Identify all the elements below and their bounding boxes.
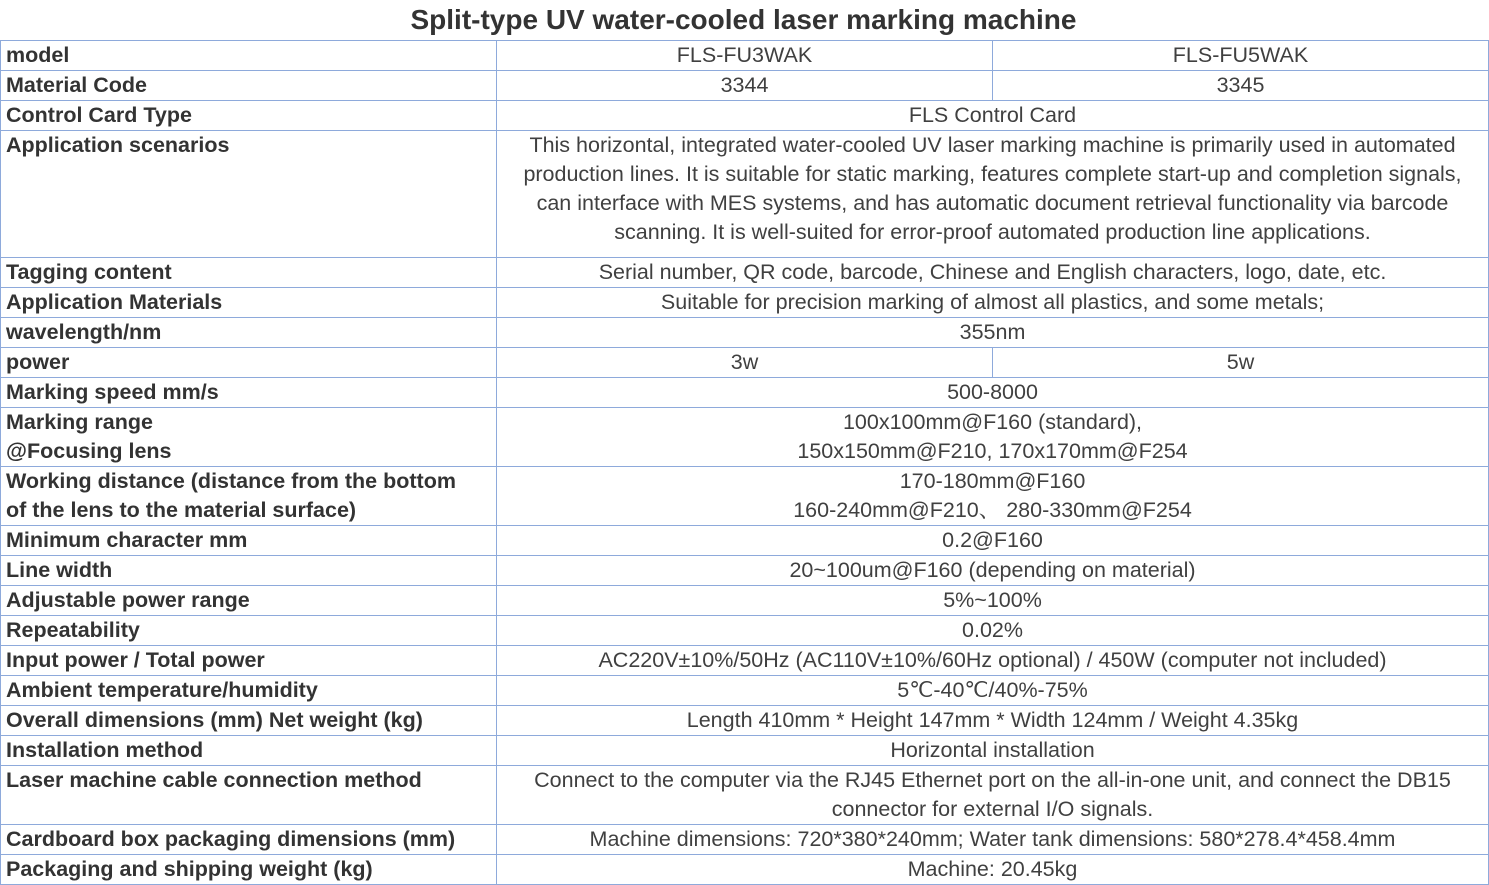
label-box-dimensions: Cardboard box packaging dimensions (mm) <box>1 825 497 855</box>
row-adjustable-power <box>1 586 1489 616</box>
application-scenarios-line: This horizontal, integrated water-cooled UV laser marking machine is primarily used in automated <box>529 133 1456 157</box>
marking-range-label-line: Marking range <box>6 410 153 434</box>
row-shipping-weight <box>1 855 1489 885</box>
value-application-materials: Suitable for precision marking of almost all plastics, and some metals; <box>497 288 1489 318</box>
label-working-distance <box>1 467 497 526</box>
row-model <box>1 41 1489 71</box>
cable-connection-line: Connect to the computer via the RJ45 Ethernet port on the all-in-one unit, and connect the DB15 <box>534 768 1451 792</box>
value-shipping-weight: Machine: 20.45kg <box>497 855 1489 885</box>
row-line-width <box>1 556 1489 586</box>
value-adjustable-power: 5%~100% <box>497 586 1489 616</box>
label-line-width: Line width <box>1 556 497 586</box>
label-marking-speed: Marking speed mm/s <box>1 378 497 408</box>
label-power: power <box>1 348 497 378</box>
row-marking-range <box>1 408 1489 467</box>
value-cable-connection <box>497 766 1489 825</box>
row-marking-speed <box>1 378 1489 408</box>
row-tagging-content <box>1 258 1489 288</box>
label-material-code: Material Code <box>1 71 497 101</box>
working-distance-line: 160-240mm@F210、 280-330mm@F254 <box>793 498 1192 522</box>
value-minimum-character: 0.2@F160 <box>497 526 1489 556</box>
marking-range-label-line: @Focusing lens <box>6 439 172 463</box>
value-marking-speed: 500-8000 <box>497 378 1489 408</box>
value-model-3w: FLS-FU3WAK <box>497 41 993 71</box>
working-distance-label-line: Working distance (distance from the bottom <box>6 469 456 493</box>
label-repeatability: Repeatability <box>1 616 497 646</box>
row-installation <box>1 736 1489 766</box>
value-tagging-content: Serial number, QR code, barcode, Chinese and English characters, logo, date, etc. <box>497 258 1489 288</box>
label-control-card: Control Card Type <box>1 101 497 131</box>
cable-connection-line: connector for external I/O signals. <box>831 797 1154 821</box>
label-ambient: Ambient temperature/humidity <box>1 676 497 706</box>
label-model: model <box>1 41 497 71</box>
application-scenarios-line: can interface with MES systems, and has automatic document retrieval functionality via barcode <box>536 191 1449 215</box>
spec-table <box>0 40 1489 885</box>
application-scenarios-line: production lines. It is suitable for static marking, features complete start-up and completion signals, <box>523 162 1462 186</box>
row-application-scenarios <box>1 131 1489 258</box>
row-input-power <box>1 646 1489 676</box>
value-installation: Horizontal installation <box>497 736 1489 766</box>
marking-range-line: 100x100mm@F160 (standard), <box>842 410 1143 434</box>
sheet-title: Split-type UV water-cooled laser marking machine <box>410 4 1077 35</box>
value-material-code-3w: 3344 <box>497 71 993 101</box>
label-marking-range <box>1 408 497 467</box>
row-overall-dimensions <box>1 706 1489 736</box>
value-marking-range <box>497 408 1489 467</box>
label-cable-connection: Laser machine cable connection method <box>1 766 497 825</box>
value-ambient: 5℃-40℃/40%-75% <box>497 676 1489 706</box>
value-working-distance <box>497 467 1489 526</box>
value-wavelength: 355nm <box>497 318 1489 348</box>
row-box-dimensions <box>1 825 1489 855</box>
marking-range-line: 150x150mm@F210, 170x170mm@F254 <box>797 439 1188 463</box>
label-overall-dimensions: Overall dimensions (mm) Net weight (kg) <box>1 706 497 736</box>
label-application-scenarios: Application scenarios <box>1 131 497 258</box>
label-minimum-character: Minimum character mm <box>1 526 497 556</box>
label-wavelength: wavelength/nm <box>1 318 497 348</box>
row-application-materials <box>1 288 1489 318</box>
label-input-power: Input power / Total power <box>1 646 497 676</box>
value-material-code-5w: 3345 <box>993 71 1489 101</box>
value-overall-dimensions: Length 410mm * Height 147mm * Width 124mm / Weight 4.35kg <box>497 706 1489 736</box>
label-adjustable-power: Adjustable power range <box>1 586 497 616</box>
value-control-card: FLS Control Card <box>497 101 1489 131</box>
value-box-dimensions: Machine dimensions: 720*380*240mm; Water tank dimensions: 580*278.4*458.4mm <box>497 825 1489 855</box>
row-working-distance <box>1 467 1489 526</box>
label-tagging-content: Tagging content <box>1 258 497 288</box>
row-material-code <box>1 71 1489 101</box>
application-scenarios-line: scanning. It is well-suited for error-proof automated production line applications. <box>614 220 1371 244</box>
value-power-3w: 3w <box>497 348 993 378</box>
working-distance-label-line: of the lens to the material surface) <box>6 498 357 522</box>
row-cable-connection <box>1 766 1489 825</box>
row-minimum-character <box>1 526 1489 556</box>
label-installation: Installation method <box>1 736 497 766</box>
value-power-5w: 5w <box>993 348 1489 378</box>
value-model-5w: FLS-FU5WAK <box>993 41 1489 71</box>
row-repeatability <box>1 616 1489 646</box>
value-repeatability: 0.02% <box>497 616 1489 646</box>
row-ambient <box>1 676 1489 706</box>
row-control-card <box>1 101 1489 131</box>
value-application-scenarios <box>497 131 1489 258</box>
value-input-power: AC220V±10%/50Hz (AC110V±10%/60Hz optional) / 450W (computer not included) <box>497 646 1489 676</box>
value-line-width: 20~100um@F160 (depending on material) <box>497 556 1489 586</box>
working-distance-line: 170-180mm@F160 <box>899 469 1086 493</box>
row-power <box>1 348 1489 378</box>
label-shipping-weight: Packaging and shipping weight (kg) <box>1 855 497 885</box>
row-wavelength <box>1 318 1489 348</box>
label-application-materials: Application Materials <box>1 288 497 318</box>
